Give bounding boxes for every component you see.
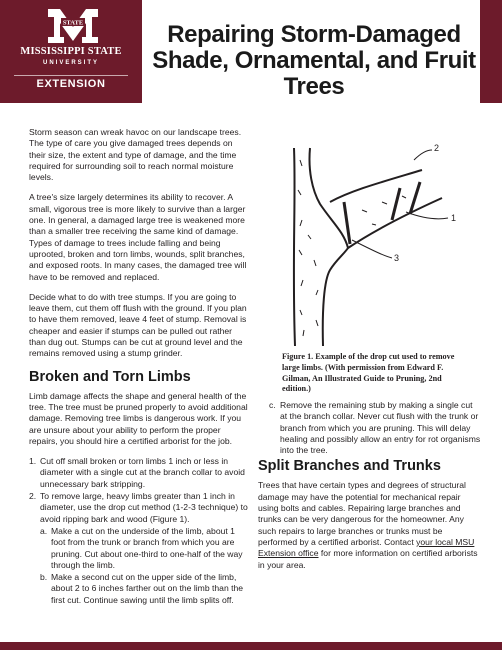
org-subname: UNIVERSITY <box>42 60 99 66</box>
extension-office-link[interactable]: your local MSU Extension office <box>258 536 475 559</box>
section-heading-split: Split Branches and Trunks <box>258 458 441 475</box>
msu-logo-mark-icon <box>44 7 102 45</box>
list-item: 2. To remove large, heavy limbs greater than 1 inch in diameter, use the drop cut method (1-2-3 technique) to avoid ripping bark and wood (Figure 1). <box>29 491 248 524</box>
list-item: 1. Cut off small broken or torn limbs 1 inch or less in diameter with a single cut at the branch collar to avoid unnecessary bark stripping. <box>29 456 245 489</box>
figure-label-1: 1 <box>451 213 457 223</box>
intro-paragraph-2: A tree's size largely determines its ability to recover. A small, vigorous tree is more likely to survive than a larger one. In general, a damaged large tree is weakened more than a smaller tree receiving the same kind of damage. Types of damage to trees include falling and being uprooted, broken and torn limbs, wounds, split branches, and exposed roots. In many cases, the damaged tree will have to be removed and replaced. <box>29 192 247 282</box>
sub-list-item: c. Remove the remaining stub by making a single cut at the branch collar. Never cut flush with the trunk or branch from which you are pruning. This will delay healing and possibly allow an entry for rot organisms into the tree. <box>269 400 481 456</box>
drop-cut-illustration <box>272 140 476 350</box>
split-paragraph: Trees that have certain types and degrees of structural damage may have the potential for mechanical repair using bolts and cables. Repairing large branches and trunks can be very dangerous for the homeowner. Any such repairs to large branches or trunks must be performed by a certified arborist. Contact your local MSU Extension office for more information on certified arborists in your area. <box>258 480 478 570</box>
org-name: MISSISSIPPI STATE <box>20 46 122 57</box>
page-title: Repairing Storm-Damaged Shade, Ornamental, and Fruit Trees <box>152 21 476 100</box>
figure-caption: Figure 1. Example of the drop cut used to remove large limbs. (With permission from Edward F. Gilman, An Illustrated Guide to Pruning, 2nd edition.) <box>282 352 455 394</box>
section-heading-limbs: Broken and Torn Limbs <box>29 368 191 385</box>
sub-list-item: b. Make a second cut on the upper side of the limb, about 2 to 6 inches farther out on the limb than the first cut. Continue sawing until the limb splits off. <box>40 572 244 605</box>
right-column <box>258 400 482 577</box>
intro-paragraph-1: Storm season can wreak havoc on our landscape trees. The type of care you give damaged trees depends on their size, the extent and type of damage, and the time required for surrounding soil to reach normal moisture levels. <box>29 127 242 183</box>
limbs-paragraph: Limb damage affects the shape and general health of the tree. The tree must be pruned properly to avoid additional damage. Removing tree limbs is dangerous work. If you are unsure about your ability to perform the proper repairs, you should hire a certified arborist for the job. <box>29 390 248 446</box>
intro-paragraph-3: Decide what to do with tree stumps. If you are going to leave them, cut them off flush with the ground. If you plan to have them removed, leave 4 feet of stump. Removal is cheaper and easier if stumps can be pulled out rather than dug out. Stumps can be cut at ground level and the remains removed using a stump grinder. <box>29 291 247 359</box>
figure-label-2: 2 <box>434 143 440 153</box>
limbs-list <box>29 456 251 606</box>
figure-label-3: 3 <box>394 253 400 263</box>
header-accent-bar <box>480 0 502 103</box>
logo-mark-text: STATE <box>62 19 84 27</box>
footer-accent-bar <box>0 642 502 650</box>
left-column <box>29 127 251 607</box>
limbs-list-continued <box>258 400 482 456</box>
extension-logo-block <box>0 0 142 103</box>
sub-list-item: a. Make a cut on the underside of the limb, about 1 foot from the trunk or branch from which you are pruning. Cut about one-third to one-half of the way through the limb. <box>40 525 243 570</box>
org-extension: EXTENSION <box>14 75 128 94</box>
